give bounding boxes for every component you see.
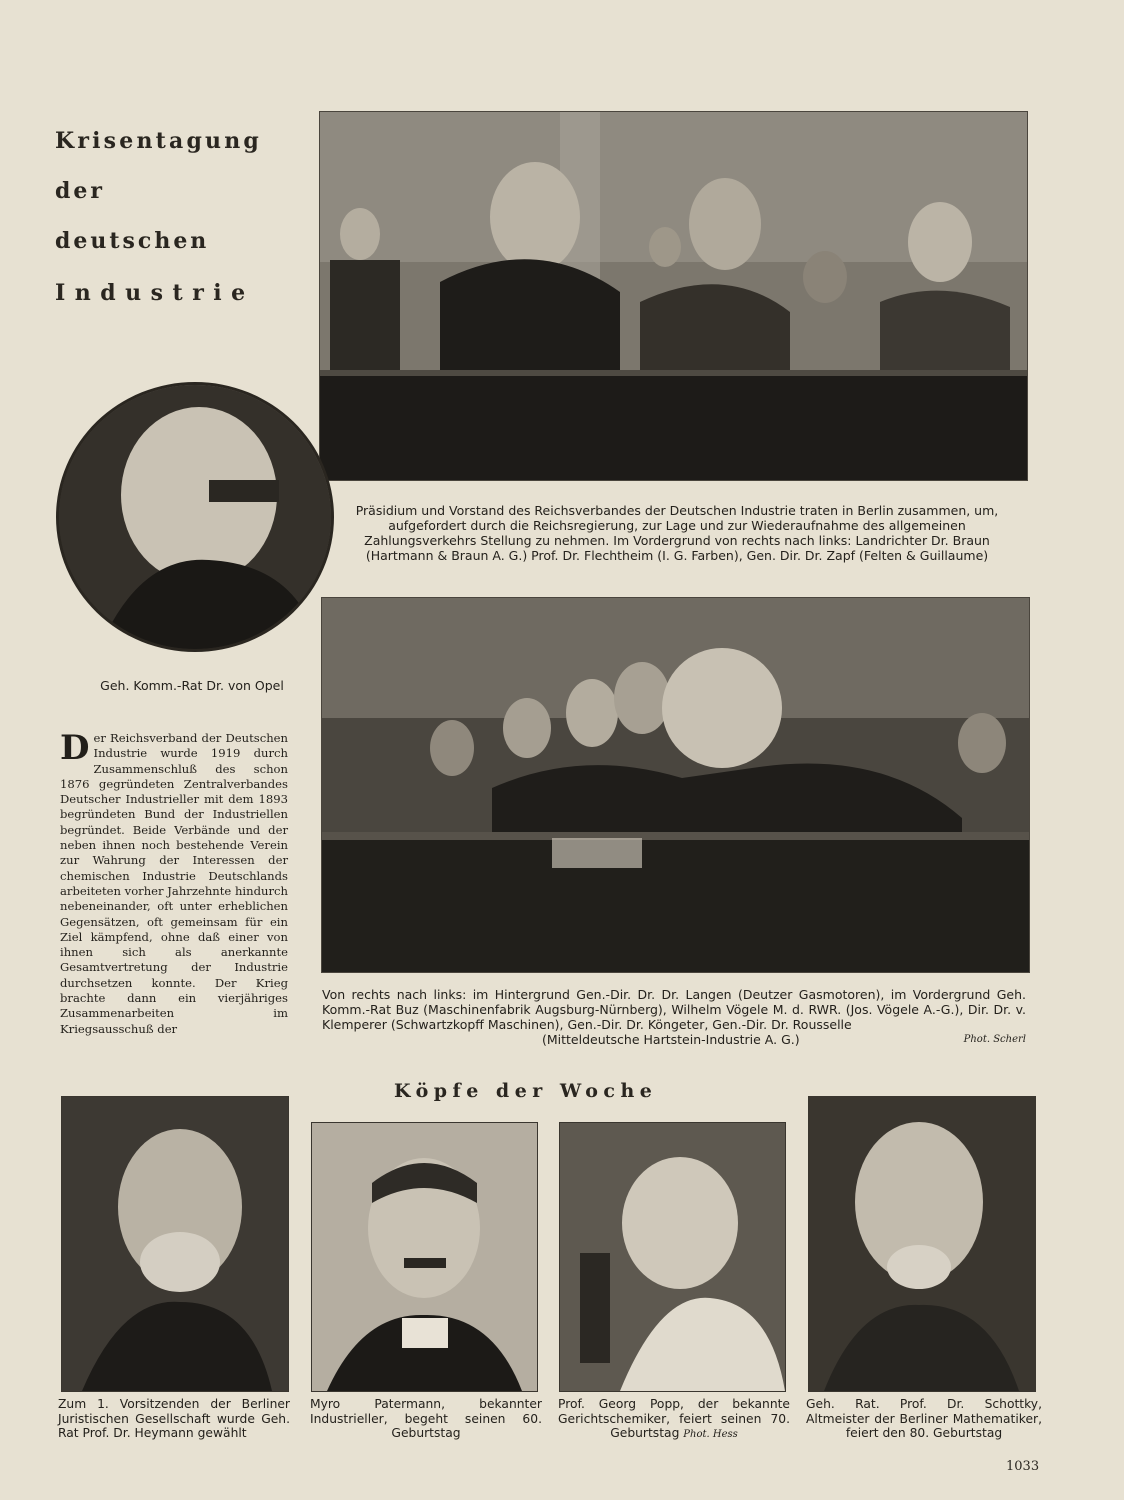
portrait-patermann-image	[312, 1123, 537, 1391]
portrait-patermann	[311, 1122, 538, 1392]
portrait-caption-3	[558, 1397, 790, 1443]
meeting-photo-top	[319, 111, 1028, 481]
portrait-caption-3-text: Prof. Georg Popp, der bekannte Gerichtschemiker, feiert seinen 70. Geburtstag	[558, 1397, 790, 1440]
portrait-von-opel-image	[59, 385, 331, 649]
page-number: 1033	[1006, 1459, 1040, 1474]
top-photo-caption: Präsidium und Vorstand des Reichsverbandes der Deutschen Industrie traten in Berlin zusammen, um, aufgefordert durch die Reichsregierung, zur Lage und zur Wiederaufnahme des allgemeinen Zahlungsverkehrs Stellung zu nehmen. Im Vordergrund von rechts nach links: Landrichter Dr. Braun (Hartmann & Braun A. G.) Prof. Dr. Flechtheim (I. G. Farben), Gen. Dir. Dr. Zapf (Felten & Guillaume)	[355, 503, 999, 563]
article-dropcap: D	[60, 728, 90, 768]
meeting-photo-top-image	[320, 112, 1027, 480]
middle-photo-caption	[322, 987, 1026, 1047]
title-line-3: deutschen	[55, 228, 210, 254]
article-body	[60, 728, 288, 1037]
portrait-caption-4: Geh. Rat. Prof. Dr. Schottky, Altmeister der Berliner Mathematiker, feiert den 80. Geburtstag	[806, 1397, 1042, 1440]
portrait-caption-2: Myro Patermann, bekannter Industrieller, begeht seinen 60. Geburtstag	[310, 1397, 542, 1440]
portrait-schottky-image	[809, 1097, 1035, 1391]
portrait-schottky	[808, 1096, 1036, 1392]
portrait-von-opel	[56, 382, 334, 652]
middle-caption-last-line: (Mitteldeutsche Hartstein-Industrie A. G.)	[542, 1032, 800, 1047]
meeting-photo-middle	[321, 597, 1030, 973]
title-line-2: der	[55, 178, 105, 204]
photo-credit-scherl: Phot. Scherl	[963, 1034, 1026, 1045]
portrait-popp	[559, 1122, 786, 1392]
portrait-popp-image	[560, 1123, 785, 1391]
middle-caption-text: Von rechts nach links: im Hintergrund Gen.-Dir. Dr. Dr. Langen (Deutzer Gasmotoren), im Vordergrund Geh. Komm.-Rat Buz (Maschinenfabrik Augsburg-Nürnberg), Wilhelm Vögele M. d. RWR. (Jos. Vögele A.-G.), Dir. Dr. v. Klemperer (Schwartzkopff Maschinen), Gen.-Dir. Dr. Köngeter, Gen.-Dir. Dr. Rousselle	[322, 987, 1026, 1032]
portrait-heymann	[61, 1096, 289, 1392]
title-line-4: Industrie	[55, 280, 255, 306]
article-text: er Reichsverband der Deutschen Industrie wurde 1919 durch Zusammenschluß des schon 1876 gegründeten Zentralverbandes Deutscher Industrieller mit dem 1893 begründeten Bund der Industriellen begründet. Beide Verbände und der neben ihnen noch bestehende Verein zur Wahrung der Interessen der chemischen Industrie Deutschlands arbeiteten vorher Jahrzehnte hindurch nebeneinander, oft unter erheblichen Gegensätzen, oft gemeinsam für ein Ziel kämpfend, ohne daß einer von ihnen sich als anerkannte Gesamtvertretung der Industrie durchsetzen konnte. Der Krieg brachte dann ein vierjähriges Zusammenarbeiten im Kriegsausschuß der	[60, 731, 288, 1036]
round-photo-caption: Geh. Komm.-Rat Dr. von Opel	[100, 678, 284, 693]
portrait-heymann-image	[62, 1097, 288, 1391]
portrait-caption-1: Zum 1. Vorsitzenden der Berliner Juristischen Gesellschaft wurde Geh. Rat Prof. Dr. Heymann gewählt	[58, 1397, 290, 1440]
section-heading: Köpfe der Woche	[394, 1080, 658, 1102]
photo-credit-hess: Phot. Hess	[683, 1429, 738, 1440]
title-line-1: Krisentagung	[55, 128, 263, 154]
meeting-photo-middle-image	[322, 598, 1029, 972]
